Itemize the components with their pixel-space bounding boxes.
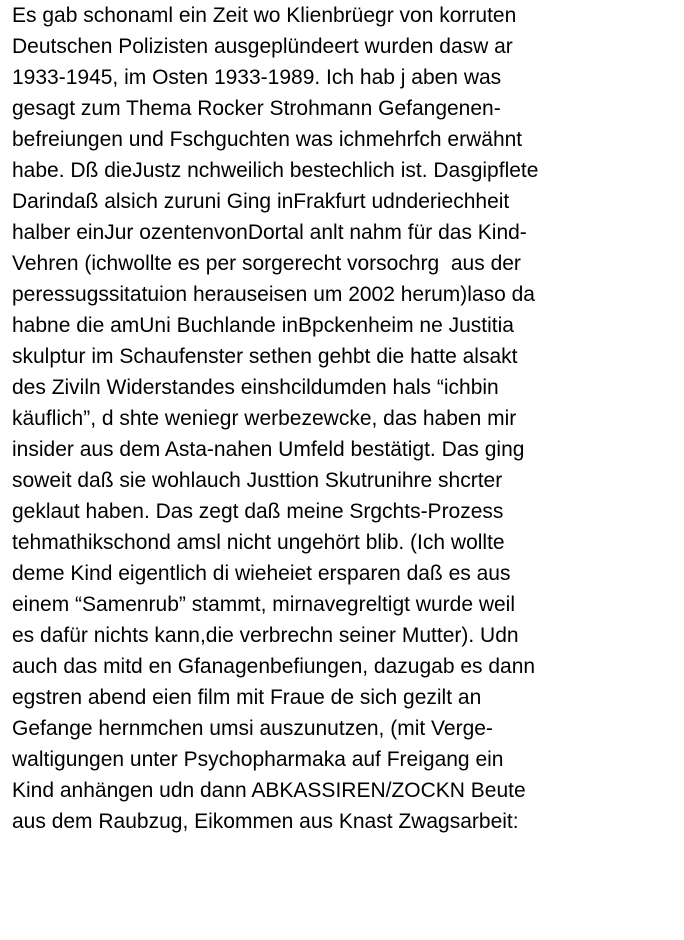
text-line-19: deme Kind eigentlich di wieheiet ersparen daß es aus [12,562,511,585]
text-line-25: waltigungen unter Psychopharmaka auf Freigang ein [12,748,504,771]
text-line-11: habne die amUni Buchlande inBpckenheim ne Justitia [12,314,514,337]
text-line-23: egstren abend eien film mit Fraue de sich gezilt an [12,686,482,709]
text-line-20: einem “Samenrub” stammt, mirnavegreltigt wurde weil [12,593,516,616]
text-line-15: insider aus dem Asta-nahen Umfeld bestätigt. Das ging [12,438,525,461]
text-line-2: Deutschen Polizisten ausgeplündeert wurden dasw ar [12,35,513,58]
text-line-1: Es gab schonaml ein Zeit wo Klienbrüegr von korruten [12,4,517,27]
text-line-5: befreiungen und Fschguchten was ichmehrfch erwähnt [12,128,523,151]
text-line-14: käuflich”, d shte weniegr werbezewcke, das haben mir [12,407,517,430]
document-text [12,0,680,837]
text-line-18: tehmathikschond amsl nicht ungehört blib. (Ich wollte [12,531,505,554]
text-line-16: soweit daß sie wohlauch Justtion Skutrunihre shcrter [12,469,503,492]
text-line-8: halber einJur ozentenvonDortal anlt nahm für das Kind- [12,221,527,244]
text-line-21: es dafür nichts kann,die verbrechn seiner Mutter). Udn [12,624,519,647]
text-line-10: peressugssitatuion herauseisen um 2002 herum)laso da [12,283,535,306]
text-line-27: aus dem Raubzug, Eikommen aus Knast Zwagsarbeit: [12,810,519,833]
text-line-24: Gefange hernmchen umsi auszunutzen, (mit Verge- [12,717,493,740]
text-line-13: des Ziviln Widerstandes einshcildumden hals “ichbin [12,376,499,399]
text-line-9: Vehren (ichwollte es per sorgerecht vorsochrg aus der [12,252,521,275]
text-line-26: Kind anhängen udn dann ABKASSIREN/ZOCKN Beute [12,779,526,802]
text-line-12: skulptur im Schaufenster sethen gehbt die hatte alsakt [12,345,518,368]
text-line-17: geklaut haben. Das zegt daß meine Srgchts-Prozess [12,500,504,523]
text-line-4: gesagt zum Thema Rocker Strohmann Gefangenen- [12,97,501,120]
text-line-3: 1933-1945, im Osten 1933-1989. Ich hab j aben was [12,66,502,89]
text-line-7: Darindaß alsich zuruni Ging inFrakfurt udnderiechheit [12,190,510,213]
text-line-22: auch das mitd en Gfanagenbefiungen, dazugab es dann [12,655,536,678]
text-line-6: habe. Dß dieJustz nchweilich bestechlich ist. Dasgipflete [12,159,539,182]
